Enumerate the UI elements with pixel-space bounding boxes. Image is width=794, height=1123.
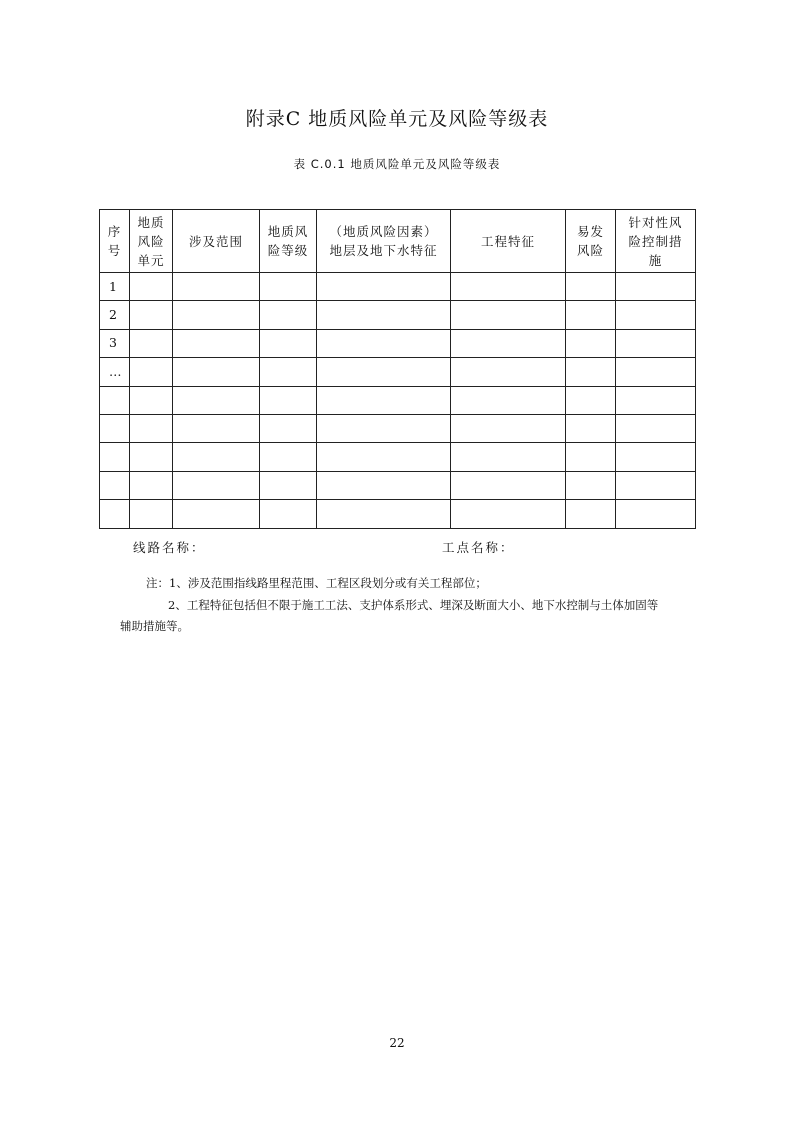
table-cell[interactable] (451, 273, 566, 301)
table-cell[interactable] (451, 443, 566, 471)
note-1: 注：1、涉及范围指线路里程范围、工程区段划分或有关工程部位； (146, 576, 487, 590)
header-engineering-features: 工程特征 (451, 210, 566, 273)
table-cell[interactable] (317, 500, 451, 528)
table-row (100, 386, 696, 414)
table-cell[interactable] (451, 471, 566, 499)
table-cell[interactable] (173, 301, 260, 329)
table-cell[interactable] (317, 443, 451, 471)
table-cell[interactable] (173, 386, 260, 414)
row-seq-cell (100, 443, 130, 471)
table-cell[interactable] (566, 273, 616, 301)
table-cell[interactable] (130, 386, 173, 414)
table-cell[interactable] (260, 414, 317, 442)
table-cell[interactable] (173, 500, 260, 528)
table-header-row (100, 210, 696, 273)
row-seq-cell (100, 414, 130, 442)
table-cell[interactable] (130, 358, 173, 386)
header-strata-groundwater: （地质风险因素） 地层及地下水特征 (317, 210, 451, 273)
note-2-line-2: 辅助措施等。 (120, 619, 189, 633)
table-cell[interactable] (317, 358, 451, 386)
table-cell[interactable] (173, 443, 260, 471)
row-seq-cell (100, 386, 130, 414)
table-row (100, 443, 696, 471)
table-cell[interactable] (173, 329, 260, 357)
row-seq-cell: 3 (100, 329, 130, 357)
table-cell[interactable] (616, 273, 696, 301)
table-cell[interactable] (130, 329, 173, 357)
table-cell[interactable] (616, 471, 696, 499)
table-cell[interactable] (317, 471, 451, 499)
table-cell[interactable] (260, 329, 317, 357)
row-seq-cell (100, 500, 130, 528)
table-cell[interactable] (566, 358, 616, 386)
row-seq-cell (100, 471, 130, 499)
table-cell[interactable] (130, 414, 173, 442)
table-cell[interactable] (451, 358, 566, 386)
table-cell[interactable] (260, 358, 317, 386)
table-cell[interactable] (317, 329, 451, 357)
table-row (100, 273, 696, 301)
table-cell[interactable] (616, 358, 696, 386)
table-cell[interactable] (130, 301, 173, 329)
header-scope: 涉及范围 (173, 210, 260, 273)
header-likely-risk: 易发 风险 (566, 210, 616, 273)
table-cell[interactable] (566, 301, 616, 329)
row-seq-cell: 2 (100, 301, 130, 329)
table-cell[interactable] (260, 273, 317, 301)
geologic-risk-table (99, 209, 696, 529)
table-cell[interactable] (173, 273, 260, 301)
table-cell[interactable] (566, 329, 616, 357)
row-seq-cell: … (100, 358, 130, 386)
table-row (100, 471, 696, 499)
page-number: 22 (389, 1036, 405, 1050)
table-cell[interactable] (451, 301, 566, 329)
table-cell[interactable] (616, 301, 696, 329)
table-cell[interactable] (616, 500, 696, 528)
header-seq: 序 号 (100, 210, 130, 273)
table-cell[interactable] (616, 414, 696, 442)
note-2-line-1: 2、工程特征包括但不限于施工工法、支护体系形式、埋深及断面大小、地下水控制与土体加固等 (168, 598, 659, 612)
header-risk-unit: 地质 风险 单元 (130, 210, 173, 273)
table-cell[interactable] (317, 414, 451, 442)
table-cell[interactable] (317, 273, 451, 301)
table-cell[interactable] (260, 443, 317, 471)
table-cell[interactable] (130, 273, 173, 301)
table-row (100, 358, 696, 386)
table-cell[interactable] (173, 471, 260, 499)
table-cell[interactable] (451, 329, 566, 357)
table-cell[interactable] (616, 329, 696, 357)
page-title: 附录C 地质风险单元及风险等级表 (245, 108, 549, 130)
table-cell[interactable] (451, 386, 566, 414)
table-cell[interactable] (566, 500, 616, 528)
table-cell[interactable] (616, 386, 696, 414)
table-row (100, 329, 696, 357)
table-cell[interactable] (566, 471, 616, 499)
table-cell[interactable] (566, 443, 616, 471)
table-row (100, 500, 696, 528)
table-caption: 表 C.0.1 地质风险单元及风险等级表 (293, 157, 501, 171)
table-cell[interactable] (317, 386, 451, 414)
table-row (100, 414, 696, 442)
table-cell[interactable] (317, 301, 451, 329)
table-cell[interactable] (566, 386, 616, 414)
table-cell[interactable] (451, 500, 566, 528)
table-cell[interactable] (451, 414, 566, 442)
site-name-label: 工点名称： (442, 540, 515, 555)
header-risk-level: 地质风 险等级 (260, 210, 317, 273)
table-cell[interactable] (260, 301, 317, 329)
table-cell[interactable] (130, 471, 173, 499)
table-cell[interactable] (260, 471, 317, 499)
table-row (100, 301, 696, 329)
table-cell[interactable] (566, 414, 616, 442)
table-cell[interactable] (260, 500, 317, 528)
table-cell[interactable] (130, 500, 173, 528)
table-cell[interactable] (260, 386, 317, 414)
row-seq-cell: 1 (100, 273, 130, 301)
table-cell[interactable] (130, 443, 173, 471)
table-cell[interactable] (616, 443, 696, 471)
line-name-label: 线路名称： (133, 540, 206, 555)
table-cell[interactable] (173, 358, 260, 386)
header-control-measures: 针对性风 险控制措 施 (616, 210, 696, 273)
table-cell[interactable] (173, 414, 260, 442)
